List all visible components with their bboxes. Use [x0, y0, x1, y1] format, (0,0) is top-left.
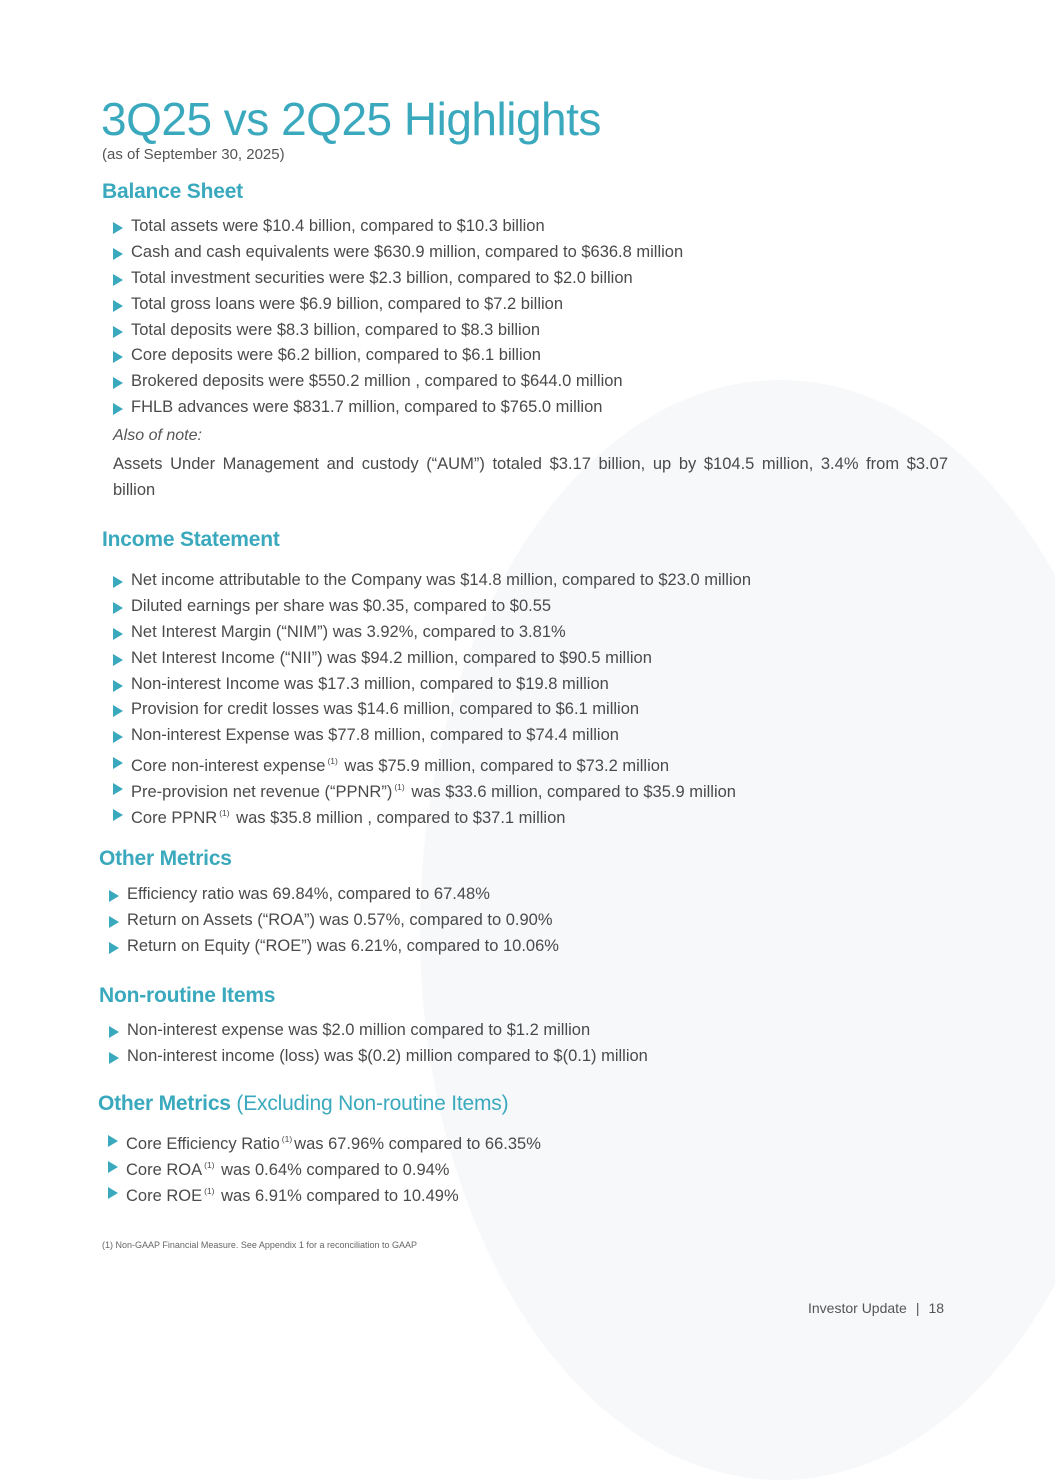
bullet-item — [109, 934, 559, 960]
bullet-item — [113, 240, 683, 266]
note-label: Also of note: — [113, 427, 202, 444]
bullet-text: Provision for credit losses was $14.6 million, compared to $6.1 million — [131, 700, 640, 719]
bullet-item — [113, 749, 751, 775]
bullet-text: Non-interest Expense was $77.8 million, compared to $74.4 million — [131, 726, 619, 745]
bullet-item — [109, 882, 559, 908]
triangle-bullet-icon — [108, 1161, 118, 1173]
bullet-item — [113, 594, 751, 620]
triangle-bullet-icon — [113, 300, 123, 312]
other-metrics-excl-list — [108, 1127, 541, 1205]
bullet-text: Core Efficiency Ratio — [126, 1135, 280, 1153]
footer — [808, 1300, 944, 1316]
bullet-item — [109, 1018, 648, 1044]
balance-sheet-list — [113, 214, 683, 421]
triangle-bullet-icon — [113, 757, 123, 769]
bullet-item — [113, 801, 751, 827]
triangle-bullet-icon — [113, 731, 123, 743]
bullet-text-continued: was 0.64% compared to 0.94% — [216, 1160, 450, 1179]
triangle-bullet-icon — [113, 274, 123, 286]
bullet-item — [113, 395, 683, 421]
bullet-text: Efficiency ratio was 69.84%, compared to 67.48% — [127, 885, 490, 903]
footnote: (1) Non-GAAP Financial Measure. See Appendix 1 for a reconciliation to GAAP — [102, 1240, 417, 1250]
page-title: 3Q25 vs 2Q25 Highlights — [101, 93, 601, 145]
income-statement-heading: Income Statement — [102, 528, 280, 551]
triangle-bullet-icon — [113, 222, 123, 234]
aum-note: Assets Under Management and custody (“AUM”) totaled $3.17 billion, up by $104.5 million, 3.4% from $3.07 billion — [113, 455, 948, 499]
bullet-text-continued: was $75.9 million, compared to $73.2 million — [339, 757, 670, 776]
bullet-text: Total deposits were $8.3 billion, compared to $8.3 billion — [131, 320, 541, 339]
non-routine-heading: Non-routine Items — [99, 984, 276, 1007]
bullet-text: FHLB advances were $831.7 million, compared to $765.0 million — [131, 398, 603, 417]
bullet-text: Brokered deposits were $550.2 million , compared to $644.0 million — [131, 372, 623, 391]
bullet-text: Core ROA — [126, 1160, 203, 1179]
bullet-text-continued: was $35.8 million , compared to $37.1 million — [231, 809, 566, 828]
page-subtitle: (as of September 30, 2025) — [102, 146, 285, 163]
bullet-text: Cash and cash equivalents were $630.9 million, compared to $636.8 million — [131, 242, 684, 261]
triangle-bullet-icon — [113, 628, 123, 640]
triangle-bullet-icon — [113, 602, 123, 614]
footnote-marker: (1) — [204, 1159, 215, 1170]
footer-label: Investor Update — [808, 1300, 907, 1316]
bullet-item — [113, 775, 751, 801]
triangle-bullet-icon — [113, 326, 123, 338]
income-statement-list — [113, 568, 751, 827]
bullet-text: Net Interest Margin (“NIM”) was 3.92%, compared to 3.81% — [131, 622, 566, 641]
bullet-item — [113, 292, 683, 318]
bullet-text-continued: was $33.6 million, compared to $35.9 million — [406, 783, 736, 802]
balance-sheet-heading: Balance Sheet — [102, 180, 243, 203]
triangle-bullet-icon — [113, 680, 123, 692]
bullet-text: Non-interest Income was $17.3 million, compared to $19.8 million — [131, 674, 609, 693]
triangle-bullet-icon — [113, 403, 123, 415]
bullet-item — [113, 343, 683, 369]
triangle-bullet-icon — [108, 1135, 118, 1147]
footnote-marker: (1) — [327, 756, 338, 767]
bullet-text: Net Interest Income (“NII”) was $94.2 million, compared to $90.5 million — [131, 648, 652, 667]
other-metrics-excl-heading-light: (Excluding Non-routine Items) — [230, 1092, 509, 1115]
bullet-text: Return on Assets (“ROA”) was 0.57%, compared to 0.90% — [127, 910, 553, 929]
triangle-bullet-icon — [113, 809, 123, 821]
bullet-item — [113, 214, 683, 240]
bullet-item — [113, 620, 751, 646]
bullet-text-continued: was 6.91% compared to 10.49% — [216, 1186, 459, 1205]
bullet-text: Total assets were $10.4 billion, compared to $10.3 billion — [131, 217, 545, 235]
triangle-bullet-icon — [109, 1026, 119, 1038]
triangle-bullet-icon — [113, 654, 123, 666]
triangle-bullet-icon — [113, 576, 123, 588]
bullet-text: Core PPNR — [131, 809, 218, 828]
bullet-text: Diluted earnings per share was $0.35, compared to $0.55 — [131, 596, 552, 615]
bullet-text: Core ROE — [126, 1186, 203, 1205]
bullet-item — [113, 646, 751, 672]
triangle-bullet-icon — [113, 351, 123, 363]
triangle-bullet-icon — [113, 705, 123, 717]
bullet-item — [109, 1044, 648, 1070]
bullet-item — [109, 908, 559, 934]
bullet-text: Net income attributable to the Company was $14.8 million, compared to $23.0 million — [131, 571, 751, 589]
bullet-item — [108, 1153, 541, 1179]
bullet-item — [113, 369, 683, 395]
triangle-bullet-icon — [109, 942, 119, 954]
triangle-bullet-icon — [108, 1187, 118, 1199]
other-metrics-excl-heading — [98, 1092, 508, 1116]
bullet-text: Non-interest income (loss) was $(0.2) million compared to $(0.1) million — [127, 1046, 648, 1065]
bullet-text: Non-interest expense was $2.0 million compared to $1.2 million — [127, 1021, 591, 1039]
other-metrics-excl-heading-bold: Other Metrics — [98, 1092, 231, 1115]
bullet-item — [108, 1127, 541, 1153]
footnote-marker: (1) — [394, 782, 405, 793]
bullet-item — [113, 697, 751, 723]
page-number: 18 — [928, 1300, 945, 1316]
triangle-bullet-icon — [113, 377, 123, 389]
bullet-item — [113, 568, 751, 594]
bullet-text: Pre-provision net revenue (“PPNR”) — [131, 783, 393, 802]
other-metrics-list — [109, 882, 559, 960]
triangle-bullet-icon — [113, 248, 123, 260]
bullet-text: Total investment securities were $2.3 billion, compared to $2.0 billion — [131, 268, 633, 287]
bullet-item — [108, 1179, 541, 1205]
non-routine-list — [109, 1018, 648, 1070]
footer-separator: | — [915, 1300, 920, 1316]
footnote-marker: (1) — [204, 1185, 215, 1196]
bullet-text: Core non-interest expense — [131, 757, 326, 776]
bullet-text: Total gross loans were $6.9 billion, compared to $7.2 billion — [131, 294, 563, 313]
footnote-marker: (1) — [281, 1134, 293, 1144]
footnote-marker: (1) — [219, 808, 230, 819]
triangle-bullet-icon — [109, 890, 119, 902]
triangle-bullet-icon — [109, 916, 119, 928]
triangle-bullet-icon — [109, 1052, 119, 1064]
bullet-item — [113, 723, 751, 749]
triangle-bullet-icon — [113, 783, 123, 795]
other-metrics-heading: Other Metrics — [99, 847, 232, 870]
bullet-text: Return on Equity (“ROE”) was 6.21%, compared to 10.06% — [127, 936, 559, 955]
bullet-text-continued: was 67.96% compared to 66.35% — [294, 1135, 541, 1153]
bullet-item — [113, 266, 683, 292]
bullet-item — [113, 672, 751, 698]
bullet-text: Core deposits were $6.2 billion, compared to $6.1 billion — [131, 346, 541, 365]
bullet-item — [113, 318, 683, 344]
